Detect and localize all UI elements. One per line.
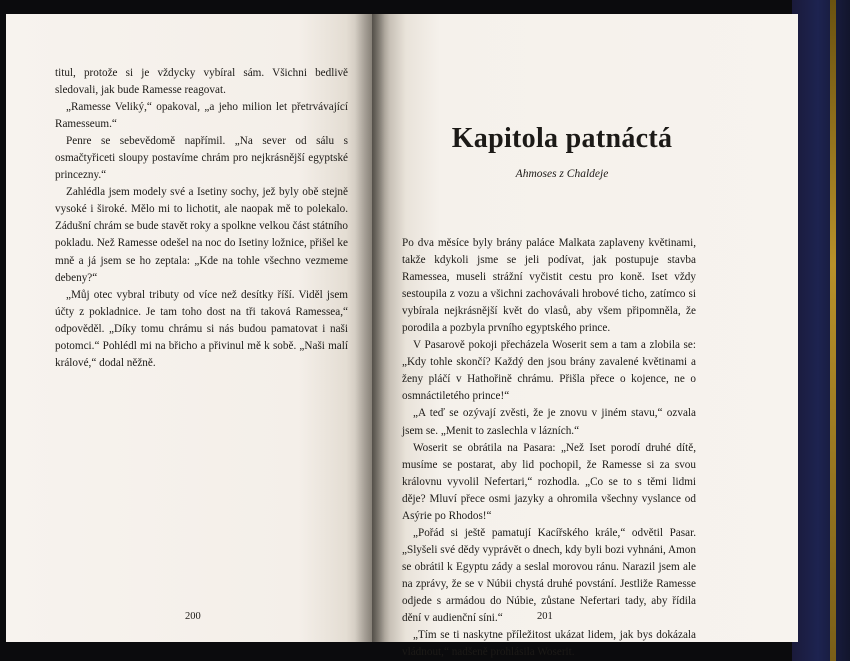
right-page-body [402, 235, 696, 661]
paragraph: „Můj otec vybral tributy od více než desítky říší. Viděl jsem účty z pokladnice. Je tam toho dost na tři taková Ramessea,“ odpověděl. „Díky tomu chrámu si nás budou pamatovat i naši potomci.“ Pohlédl mi na břicho a přivinul mě k sobě. „Naši malí králové,“ dodal něžně. [55, 288, 348, 369]
left-page-body [55, 65, 348, 372]
book-cover-gilding [830, 0, 836, 661]
paragraph: Zahlédla jsem modely své a Isetiny sochy, jež byly obě stejně vysoké i široké. Mělo mi to lichotit, ale naopak mě to polekalo. Zádušní chrám se bude stavět roky a spolkne velkou část státního pokladu. Než Ramesse odešel na noc do Isetiny ložnice, přišel ke mně a já jsem se ho zeptala: „Kde na tohle všechno vezmeme debeny?“ [55, 186, 348, 284]
paragraph: „A teď se ozývají zvěsti, že je znovu v jiném stavu,“ ozvala jsem se. „Menit to zaslechla v lázních.“ [402, 407, 696, 437]
paragraph: Penre se sebevědomě napřímil. „Na sever od sálu s osmačtyřiceti sloupy postavíme chrám pro nejkrásnější egyptské princezny.“ [55, 135, 348, 182]
right-page [372, 14, 798, 659]
paragraph: Woserit se obrátila na Pasara: „Než Iset porodí druhé dítě, musíme se postarat, aby lid pochopil, že Ramesse si za svou královnu vyvolil Nefertari,“ rozhodla. „Co se to s těmi lidmi děje? Mluví přece osmi jazyky a ohromila všechny vyslance od Asýrie po Rhodos!“ [402, 441, 696, 522]
left-page [6, 14, 372, 642]
page-number: 201 [537, 611, 553, 622]
book-gutter [355, 14, 390, 642]
paragraph: Po dva měsíce byly brány paláce Malkata zaplaveny květinami, takže kdykoli jsme se jeli podívat, jak postupuje stavba Ramessea, museli strážní vyčistit cestu pro koně. Iset vždy sestoupila z vozu a všichni zachovávali hrobové ticho, zatímco si vybírala nejkrásnější květ do vlasů, aby všem připomněla, že porodila a pozbyla prvního egyptského prince. [402, 237, 696, 335]
book-cover-edge [792, 0, 850, 661]
paragraph: „Tím se ti naskytne příležitost ukázat lidem, jak bys dokázala vládnout,“ nadšeně prohlásila Woserit. [402, 629, 696, 659]
paragraph: titul, protože si je vždycky vybíral sám. Všichni bedlivě sledovali, jak bude Ramesse reagovat. [55, 67, 348, 97]
paragraph: V Pasarově pokoji přecházela Woserit sem a tam a zlobila se: „Kdy tohle skončí? Každý den jsou brány zavalené květinami a ženy pláčí v Hathořině chrámu. Přišla přece o kojence, ne o osmnáctiletého prince!“ [402, 339, 696, 403]
chapter-subtitle: Ahmoses z Chaldeje [515, 168, 609, 180]
chapter-title: Kapitola patnáctá [451, 123, 673, 154]
paragraph: „Ramesse Veliký,“ opakoval, „a jeho milion let přetrvávající Ramesseum.“ [55, 101, 348, 131]
page-number: 200 [185, 611, 201, 622]
paragraph: „Pořád si ještě pamatují Kacířského krále,“ odvětil Pasar. „Slyšeli své dědy vyprávět o dnech, kdy byli bozi vyhnáni, Amon se obrátil k Egyptu zády a seslal morovou ránu. Narazil jsem ale na zprávy, že se v Núbii chystá druhé povstání. Jestliže Ramesse odjede s armádou do Núbie, zůstane Nefertari tady, aby řídila dění v audienční síni.“ [402, 526, 696, 625]
